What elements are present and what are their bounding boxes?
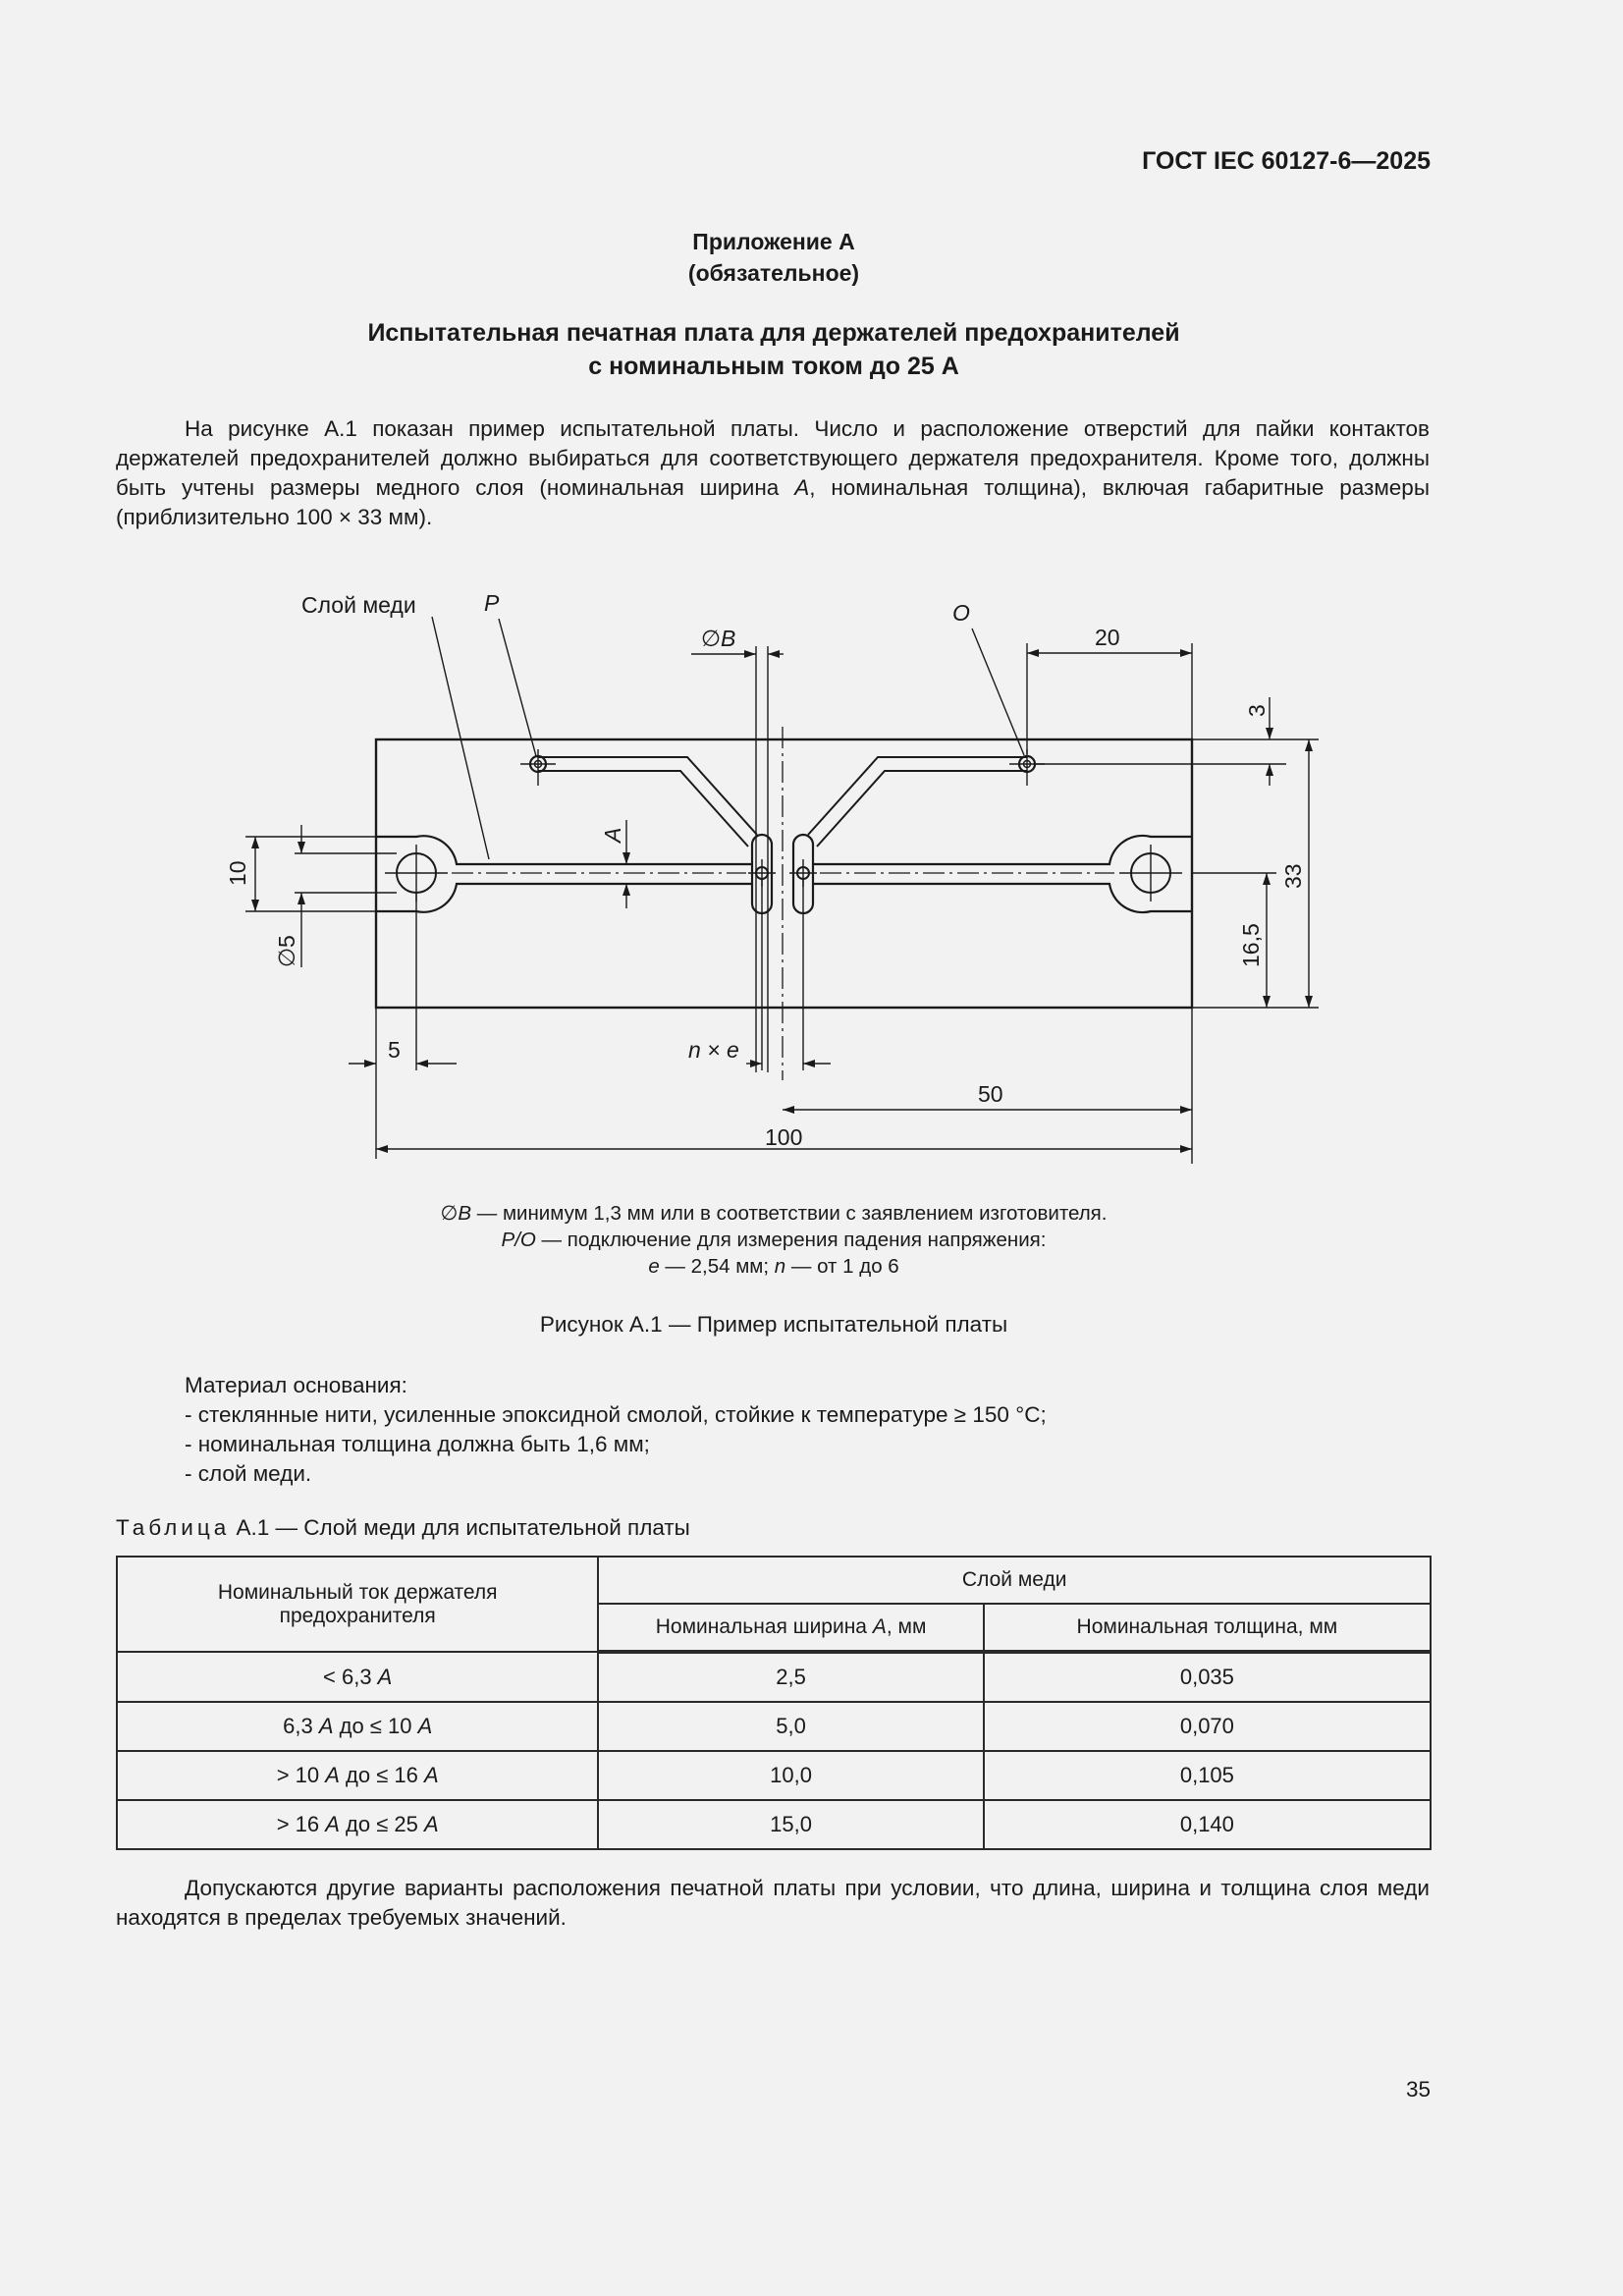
cell-thickness: 0,105 [984,1751,1431,1800]
document-id: ГОСТ IEC 60127-6—2025 [1142,147,1431,175]
label-o: O [952,600,970,626]
table-row [117,1702,1431,1751]
label-n-x-e: n × e [688,1037,739,1063]
figure-note-3: e — 2,54 мм; n — от 1 до 6 [648,1255,899,1278]
figure-notes [116,1200,1432,1280]
material-list [185,1371,1047,1489]
label-100: 100 [765,1124,803,1150]
section-title [116,316,1432,383]
figure-note-1: ∅B — минимум 1,3 мм или в соответствии с заявлением изготовителя. [440,1202,1108,1225]
cell-width: 15,0 [598,1800,983,1849]
annex-heading [116,226,1432,289]
intro-italic-a: А [794,475,810,500]
annex-status: (обязательное) [687,260,860,286]
closing-paragraph: Допускаются другие варианты расположения печатной платы при условии, что длина, ширина и толщина слоя меди находятся в пределах требуемых значений. [116,1876,1430,1930]
label-a: A [600,827,625,843]
label-33: 33 [1280,863,1306,889]
section-title-line1: Испытательная печатная плата для держателей предохранителей [367,319,1180,347]
intro-text-2: , номинальная толщина), включая габаритные размеры (приблизительно 100 × 33 мм). [116,475,1430,529]
cell-width: 5,0 [598,1702,983,1751]
label-10: 10 [225,860,250,886]
label-p: P [484,590,500,616]
page-number: 35 [1405,2077,1431,2102]
section-title-line2: с номинальным током до 25 А [588,353,959,380]
cell-current: > 10 А до ≤ 16 А [117,1751,598,1800]
material-heading: Материал основания: [185,1373,407,1397]
o-track [808,757,1027,847]
figure-caption: Рисунок А.1 — Пример испытательной платы [539,1312,1008,1337]
cell-width: 2,5 [598,1652,983,1702]
cell-current: 6,3 А до ≤ 10 А [117,1702,598,1751]
left-pad-track [376,836,766,912]
annex-title: Приложение А [692,229,855,254]
header-nominal-thickness: Номинальная толщина, мм [984,1604,1431,1652]
label-diam-b: ∅B [701,626,736,651]
material-item: - номинальная толщина должна быть 1,6 мм; [185,1432,650,1456]
copper-layer-table [116,1556,1432,1850]
cell-current: > 16 А до ≤ 25 А [117,1800,598,1849]
figure-note-2: P/O — подключение для измерения падения напряжения: [501,1229,1047,1251]
intro-paragraph [116,414,1430,532]
test-board-drawing [225,579,1306,1178]
table-caption: Таблица А.1 — Слой меди для испытательной платы [116,1515,690,1540]
cell-thickness: 0,140 [984,1800,1431,1849]
label-5: 5 [388,1037,401,1063]
intro-text-1: На рисунке А.1 показан пример испытательной платы. Число и расположение отверстий для пайки контактов держателей предохранителей должно выбираться для соответствующего держателя предохранителя. Кроме того, должны быть учтены размеры медного слоя (номинальная ширина [116,416,1430,500]
material-item: - стеклянные нити, усиленные эпоксидной смолой, стойкие к температуре ≥ 150 °С; [185,1402,1047,1427]
header-rated-current: Номинальный ток держателя предохранителя [117,1557,598,1652]
p-track [538,757,757,847]
cell-current: < 6,3 А [117,1652,598,1702]
label-16-5: 16,5 [1238,923,1264,967]
table-row [117,1751,1431,1800]
cell-thickness: 0,070 [984,1702,1431,1751]
label-50: 50 [978,1081,1003,1107]
cell-thickness: 0,035 [984,1652,1431,1702]
right-pad-track [810,836,1192,912]
header-nominal-width: Номинальная ширина А, мм [598,1604,983,1652]
table-row [117,1800,1431,1849]
header-copper-layer: Слой меди [598,1557,1431,1604]
material-item: - слой меди. [185,1461,312,1486]
label-3: 3 [1244,704,1270,717]
label-copper: Слой меди [301,592,416,618]
table-row [117,1652,1431,1702]
label-20: 20 [1095,625,1120,650]
cell-width: 10,0 [598,1751,983,1800]
label-diam-5: ∅5 [274,935,299,967]
